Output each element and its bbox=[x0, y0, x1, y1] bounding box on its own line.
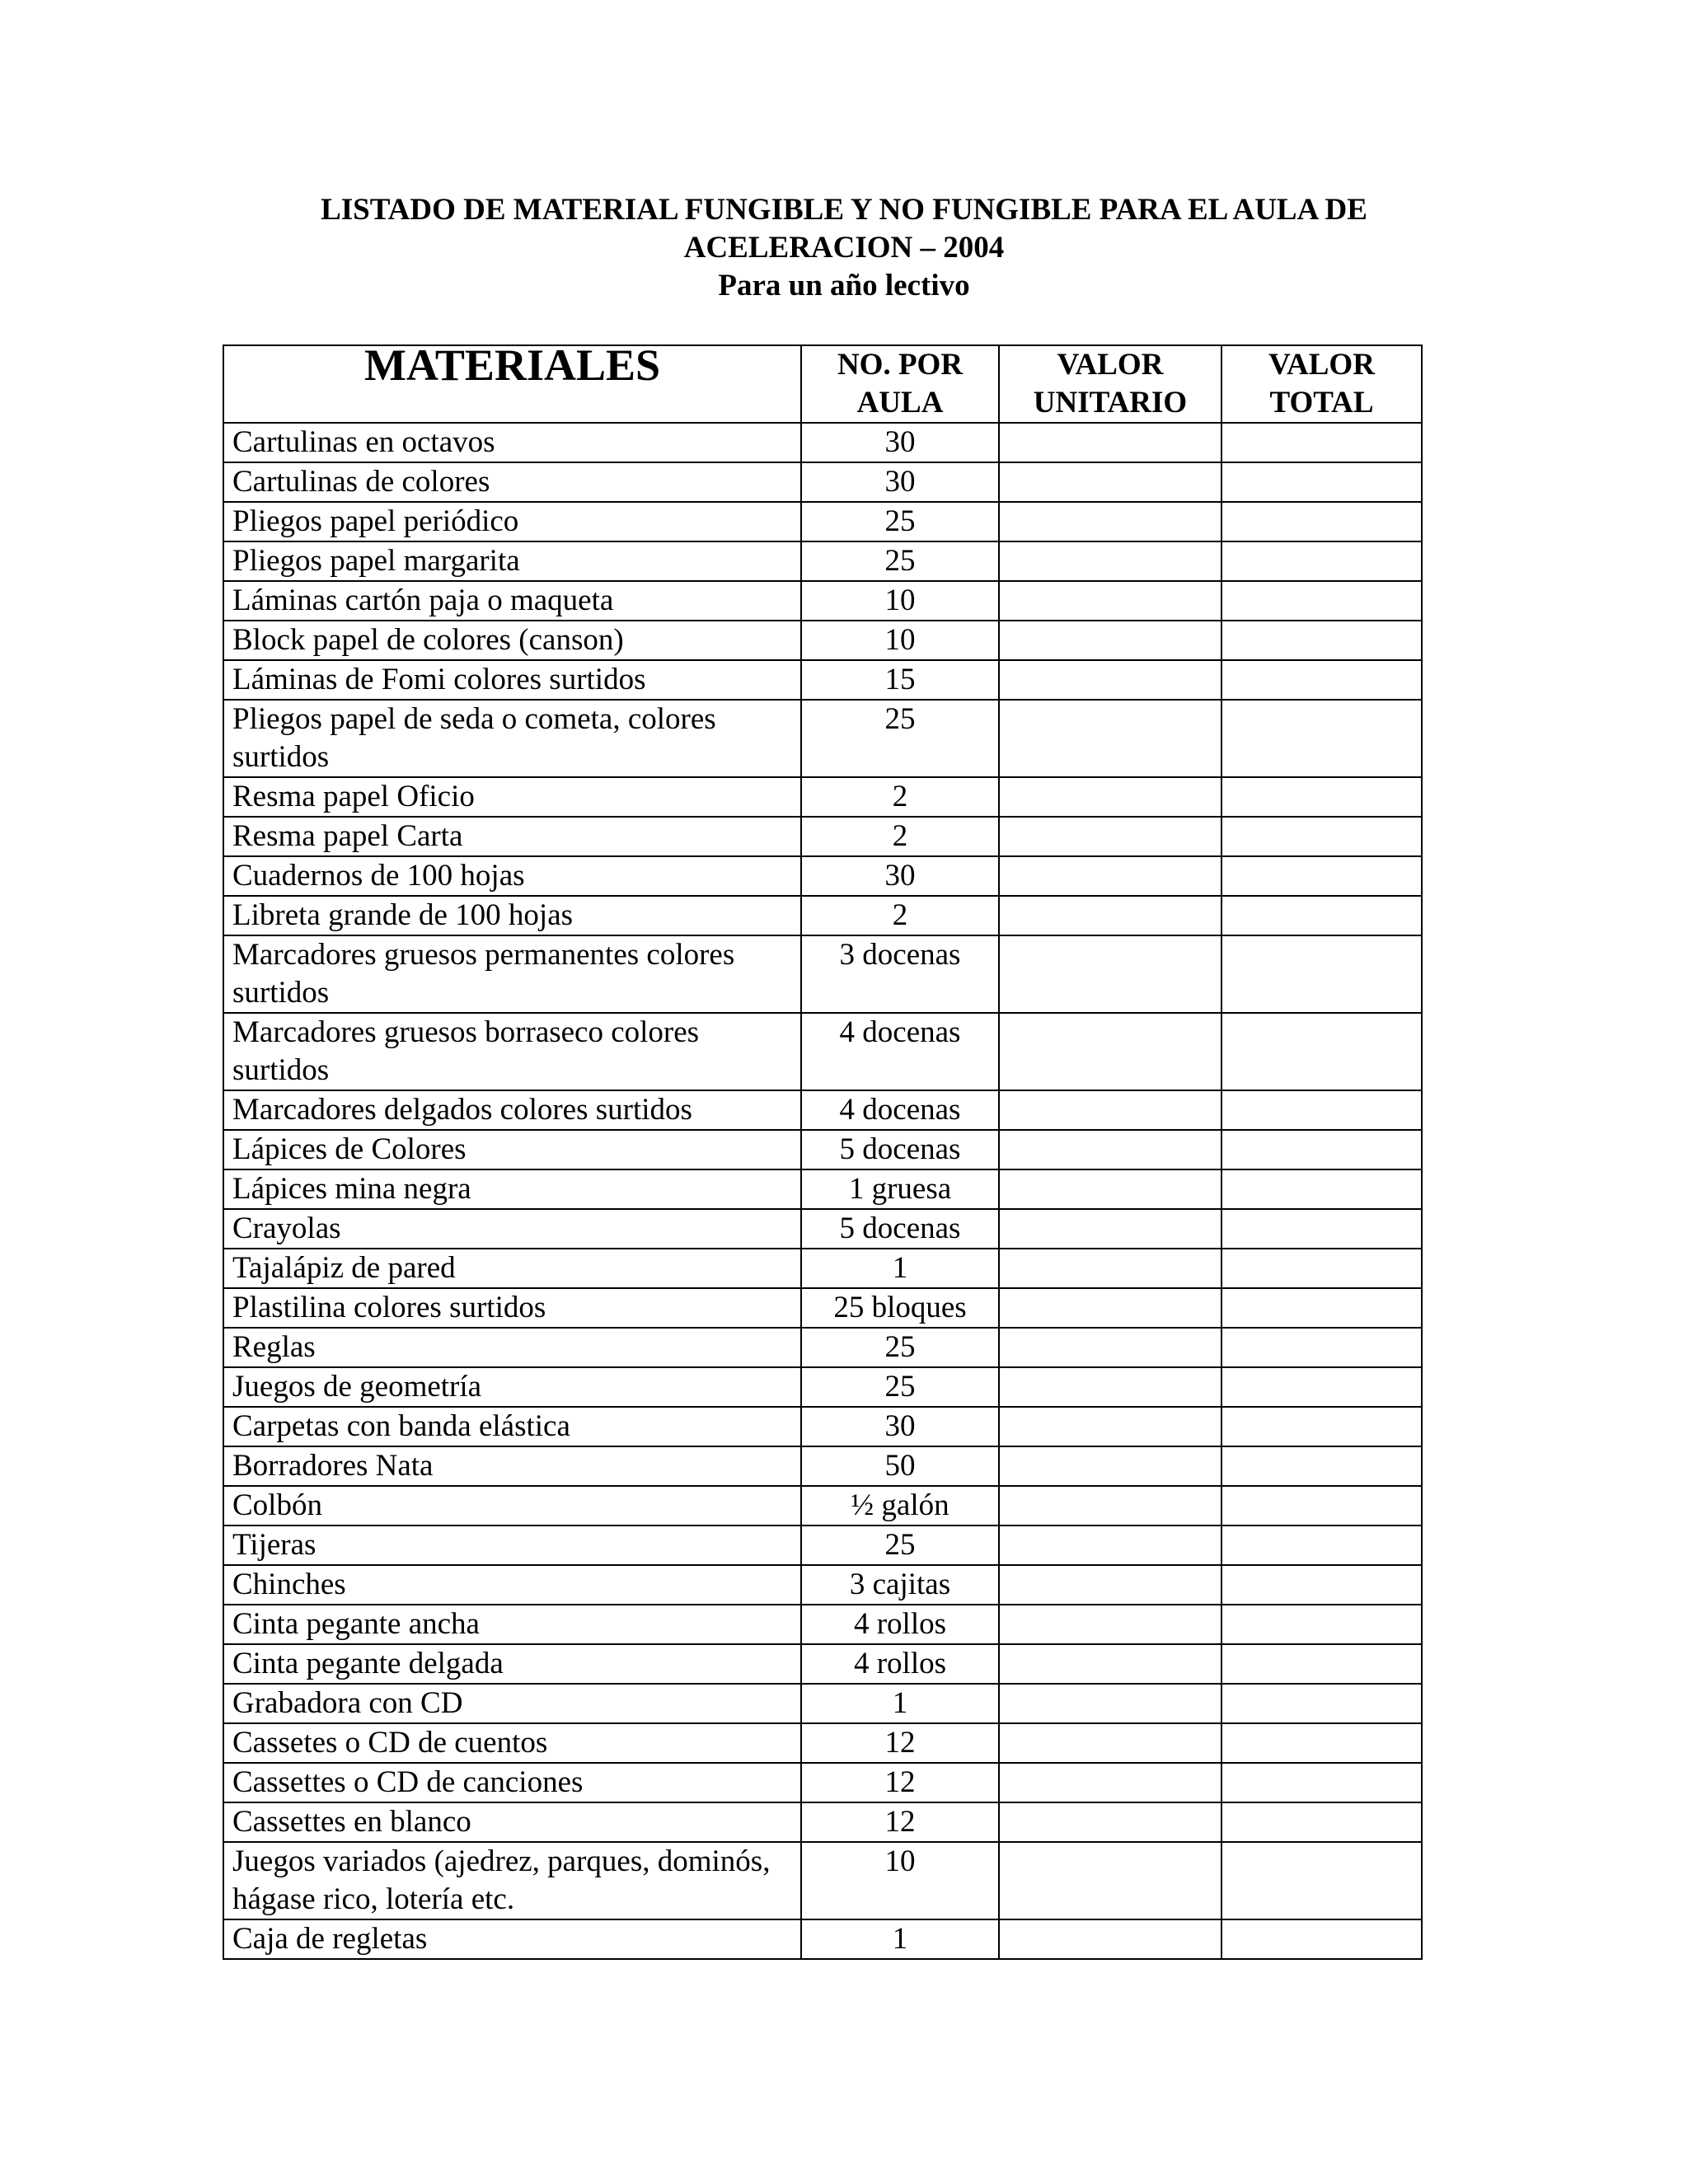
total-value-cell bbox=[1221, 1802, 1422, 1842]
materials-table bbox=[223, 340, 1423, 1960]
unit-value-cell bbox=[999, 1446, 1221, 1486]
qty-cell: 15 bbox=[801, 660, 999, 700]
table-row bbox=[223, 660, 1422, 700]
material-cell: Colbón bbox=[223, 1486, 801, 1526]
qty-cell: 12 bbox=[801, 1802, 999, 1842]
unit-value-cell bbox=[999, 1367, 1221, 1407]
table-row bbox=[223, 700, 1422, 777]
unit-value-cell bbox=[999, 896, 1221, 935]
unit-value-cell bbox=[999, 1013, 1221, 1090]
table-row bbox=[223, 1013, 1422, 1090]
material-cell: Tijeras bbox=[223, 1526, 801, 1565]
qty-cell: 10 bbox=[801, 1842, 999, 1919]
material-cell: Lápices de Colores bbox=[223, 1130, 801, 1169]
qty-cell: 25 bloques bbox=[801, 1288, 999, 1328]
unit-value-cell bbox=[999, 1605, 1221, 1644]
unit-value-cell bbox=[999, 1644, 1221, 1684]
unit-value-cell bbox=[999, 502, 1221, 541]
total-value-cell bbox=[1221, 1090, 1422, 1130]
table-row bbox=[223, 1605, 1422, 1644]
header-materials: MATERIALES bbox=[223, 345, 801, 423]
unit-value-cell bbox=[999, 1328, 1221, 1367]
table-row bbox=[223, 1288, 1422, 1328]
table-row bbox=[223, 1644, 1422, 1684]
total-value-cell bbox=[1221, 1644, 1422, 1684]
total-value-cell bbox=[1221, 935, 1422, 1013]
qty-cell: 10 bbox=[801, 621, 999, 660]
table-row bbox=[223, 1842, 1422, 1919]
qty-cell: 30 bbox=[801, 462, 999, 502]
total-value-cell bbox=[1221, 1169, 1422, 1209]
unit-value-cell bbox=[999, 1090, 1221, 1130]
table-body bbox=[223, 423, 1422, 1959]
total-value-cell bbox=[1221, 621, 1422, 660]
document-title bbox=[0, 191, 1688, 305]
material-cell: Resma papel Oficio bbox=[223, 777, 801, 817]
material-cell: Marcadores gruesos permanentes colores surtidos bbox=[223, 935, 801, 1013]
table-row bbox=[223, 1249, 1422, 1288]
material-cell: Pliegos papel margarita bbox=[223, 541, 801, 581]
unit-value-cell bbox=[999, 1919, 1221, 1959]
total-value-cell bbox=[1221, 1565, 1422, 1605]
material-cell: Libreta grande de 100 hojas bbox=[223, 896, 801, 935]
total-value-cell bbox=[1221, 1723, 1422, 1763]
qty-cell: 50 bbox=[801, 1446, 999, 1486]
total-value-cell bbox=[1221, 660, 1422, 700]
table-row bbox=[223, 502, 1422, 541]
unit-value-cell bbox=[999, 462, 1221, 502]
header-row bbox=[223, 345, 1422, 423]
material-cell: Cartulinas de colores bbox=[223, 462, 801, 502]
header-unit-value: VALOR UNITARIO bbox=[999, 345, 1221, 423]
qty-cell: 10 bbox=[801, 581, 999, 621]
table-row bbox=[223, 1090, 1422, 1130]
title-line-3: Para un año lectivo bbox=[718, 269, 970, 302]
total-value-cell bbox=[1221, 1288, 1422, 1328]
qty-cell: 30 bbox=[801, 1407, 999, 1446]
total-value-cell bbox=[1221, 502, 1422, 541]
total-value-cell bbox=[1221, 423, 1422, 462]
material-cell: Cinta pegante ancha bbox=[223, 1605, 801, 1644]
qty-cell: 25 bbox=[801, 541, 999, 581]
material-cell: Pliegos papel de seda o cometa, colores surtidos bbox=[223, 700, 801, 777]
total-value-cell bbox=[1221, 856, 1422, 896]
material-cell: Juegos de geometría bbox=[223, 1367, 801, 1407]
material-cell: Cuadernos de 100 hojas bbox=[223, 856, 801, 896]
total-value-cell bbox=[1221, 896, 1422, 935]
qty-cell: 1 bbox=[801, 1249, 999, 1288]
total-value-cell bbox=[1221, 1130, 1422, 1169]
unit-value-cell bbox=[999, 1723, 1221, 1763]
total-value-cell bbox=[1221, 541, 1422, 581]
total-value-cell bbox=[1221, 817, 1422, 856]
table-row bbox=[223, 1723, 1422, 1763]
table-row bbox=[223, 1130, 1422, 1169]
unit-value-cell bbox=[999, 1209, 1221, 1249]
material-cell: Plastilina colores surtidos bbox=[223, 1288, 801, 1328]
qty-cell: 2 bbox=[801, 817, 999, 856]
qty-cell: 25 bbox=[801, 700, 999, 777]
material-cell: Borradores Nata bbox=[223, 1446, 801, 1486]
material-cell: Cinta pegante delgada bbox=[223, 1644, 801, 1684]
material-cell: Pliegos papel periódico bbox=[223, 502, 801, 541]
unit-value-cell bbox=[999, 1288, 1221, 1328]
material-cell: Láminas de Fomi colores surtidos bbox=[223, 660, 801, 700]
table-row bbox=[223, 462, 1422, 502]
table-row bbox=[223, 856, 1422, 896]
material-cell: Carpetas con banda elástica bbox=[223, 1407, 801, 1446]
qty-cell: 25 bbox=[801, 1526, 999, 1565]
table-row bbox=[223, 1919, 1422, 1959]
material-cell: Marcadores gruesos borraseco colores surtidos bbox=[223, 1013, 801, 1090]
material-cell: Lápices mina negra bbox=[223, 1169, 801, 1209]
total-value-cell bbox=[1221, 1328, 1422, 1367]
table-row bbox=[223, 1486, 1422, 1526]
unit-value-cell bbox=[999, 1565, 1221, 1605]
qty-cell: 30 bbox=[801, 856, 999, 896]
material-cell: Cartulinas en octavos bbox=[223, 423, 801, 462]
unit-value-cell bbox=[999, 700, 1221, 777]
total-value-cell bbox=[1221, 1526, 1422, 1565]
material-cell: Cassettes en blanco bbox=[223, 1802, 801, 1842]
total-value-cell bbox=[1221, 1013, 1422, 1090]
material-cell: Caja de regletas bbox=[223, 1919, 801, 1959]
total-value-cell bbox=[1221, 1367, 1422, 1407]
qty-cell: 12 bbox=[801, 1723, 999, 1763]
material-cell: Marcadores delgados colores surtidos bbox=[223, 1090, 801, 1130]
unit-value-cell bbox=[999, 621, 1221, 660]
total-value-cell bbox=[1221, 700, 1422, 777]
material-cell: Láminas cartón paja o maqueta bbox=[223, 581, 801, 621]
unit-value-cell bbox=[999, 856, 1221, 896]
title-line-1: LISTADO DE MATERIAL FUNGIBLE Y NO FUNGIBLE PARA EL AULA DE bbox=[321, 193, 1367, 227]
qty-cell: 25 bbox=[801, 502, 999, 541]
table-row bbox=[223, 581, 1422, 621]
unit-value-cell bbox=[999, 1802, 1221, 1842]
total-value-cell bbox=[1221, 1605, 1422, 1644]
table-row bbox=[223, 1763, 1422, 1802]
total-value-cell bbox=[1221, 1919, 1422, 1959]
table-row bbox=[223, 1407, 1422, 1446]
qty-cell: 4 rollos bbox=[801, 1644, 999, 1684]
material-cell: Block papel de colores (canson) bbox=[223, 621, 801, 660]
unit-value-cell bbox=[999, 423, 1221, 462]
table-row bbox=[223, 896, 1422, 935]
material-cell: Chinches bbox=[223, 1565, 801, 1605]
qty-cell: 3 cajitas bbox=[801, 1565, 999, 1605]
header-qty: NO. POR AULA bbox=[801, 345, 999, 423]
qty-cell: 25 bbox=[801, 1367, 999, 1407]
qty-cell: ½ galón bbox=[801, 1486, 999, 1526]
total-value-cell bbox=[1221, 1249, 1422, 1288]
unit-value-cell bbox=[999, 817, 1221, 856]
total-value-cell bbox=[1221, 1446, 1422, 1486]
material-cell: Tajalápiz de pared bbox=[223, 1249, 801, 1288]
table-row bbox=[223, 1526, 1422, 1565]
table-row bbox=[223, 1328, 1422, 1367]
qty-cell: 1 gruesa bbox=[801, 1169, 999, 1209]
qty-cell: 3 docenas bbox=[801, 935, 999, 1013]
table-row bbox=[223, 621, 1422, 660]
qty-cell: 30 bbox=[801, 423, 999, 462]
total-value-cell bbox=[1221, 1486, 1422, 1526]
unit-value-cell bbox=[999, 1526, 1221, 1565]
table-row bbox=[223, 777, 1422, 817]
unit-value-cell bbox=[999, 1486, 1221, 1526]
total-value-cell bbox=[1221, 1842, 1422, 1919]
qty-cell: 4 docenas bbox=[801, 1090, 999, 1130]
table-row bbox=[223, 1169, 1422, 1209]
table-row bbox=[223, 1209, 1422, 1249]
unit-value-cell bbox=[999, 1130, 1221, 1169]
table-row bbox=[223, 1367, 1422, 1407]
material-cell: Crayolas bbox=[223, 1209, 801, 1249]
qty-cell: 1 bbox=[801, 1684, 999, 1723]
qty-cell: 2 bbox=[801, 777, 999, 817]
qty-cell: 1 bbox=[801, 1919, 999, 1959]
total-value-cell bbox=[1221, 1763, 1422, 1802]
qty-cell: 12 bbox=[801, 1763, 999, 1802]
qty-cell: 5 docenas bbox=[801, 1209, 999, 1249]
table-row bbox=[223, 1684, 1422, 1723]
qty-cell: 4 rollos bbox=[801, 1605, 999, 1644]
material-cell: Resma papel Carta bbox=[223, 817, 801, 856]
table-row bbox=[223, 1802, 1422, 1842]
table-row bbox=[223, 541, 1422, 581]
unit-value-cell bbox=[999, 541, 1221, 581]
qty-cell: 4 docenas bbox=[801, 1013, 999, 1090]
table-row bbox=[223, 1565, 1422, 1605]
total-value-cell bbox=[1221, 581, 1422, 621]
total-value-cell bbox=[1221, 462, 1422, 502]
total-value-cell bbox=[1221, 777, 1422, 817]
material-cell: Grabadora con CD bbox=[223, 1684, 801, 1723]
table-row bbox=[223, 423, 1422, 462]
unit-value-cell bbox=[999, 581, 1221, 621]
material-cell: Reglas bbox=[223, 1328, 801, 1367]
title-line-2: ACELERACION – 2004 bbox=[683, 231, 1005, 265]
qty-cell: 2 bbox=[801, 896, 999, 935]
qty-cell: 25 bbox=[801, 1328, 999, 1367]
unit-value-cell bbox=[999, 1684, 1221, 1723]
table-row bbox=[223, 817, 1422, 856]
material-cell: Juegos variados (ajedrez, parques, dominós, hágase rico, lotería etc. bbox=[223, 1842, 801, 1919]
unit-value-cell bbox=[999, 1169, 1221, 1209]
table-row bbox=[223, 935, 1422, 1013]
unit-value-cell bbox=[999, 1407, 1221, 1446]
qty-cell: 5 docenas bbox=[801, 1130, 999, 1169]
unit-value-cell bbox=[999, 777, 1221, 817]
unit-value-cell bbox=[999, 1842, 1221, 1919]
material-cell: Cassettes o CD de canciones bbox=[223, 1763, 801, 1802]
header-total-value: VALOR TOTAL bbox=[1221, 345, 1422, 423]
total-value-cell bbox=[1221, 1209, 1422, 1249]
unit-value-cell bbox=[999, 660, 1221, 700]
total-value-cell bbox=[1221, 1407, 1422, 1446]
unit-value-cell bbox=[999, 1249, 1221, 1288]
material-cell: Cassetes o CD de cuentos bbox=[223, 1723, 801, 1763]
unit-value-cell bbox=[999, 1763, 1221, 1802]
total-value-cell bbox=[1221, 1684, 1422, 1723]
unit-value-cell bbox=[999, 935, 1221, 1013]
table-row bbox=[223, 1446, 1422, 1486]
